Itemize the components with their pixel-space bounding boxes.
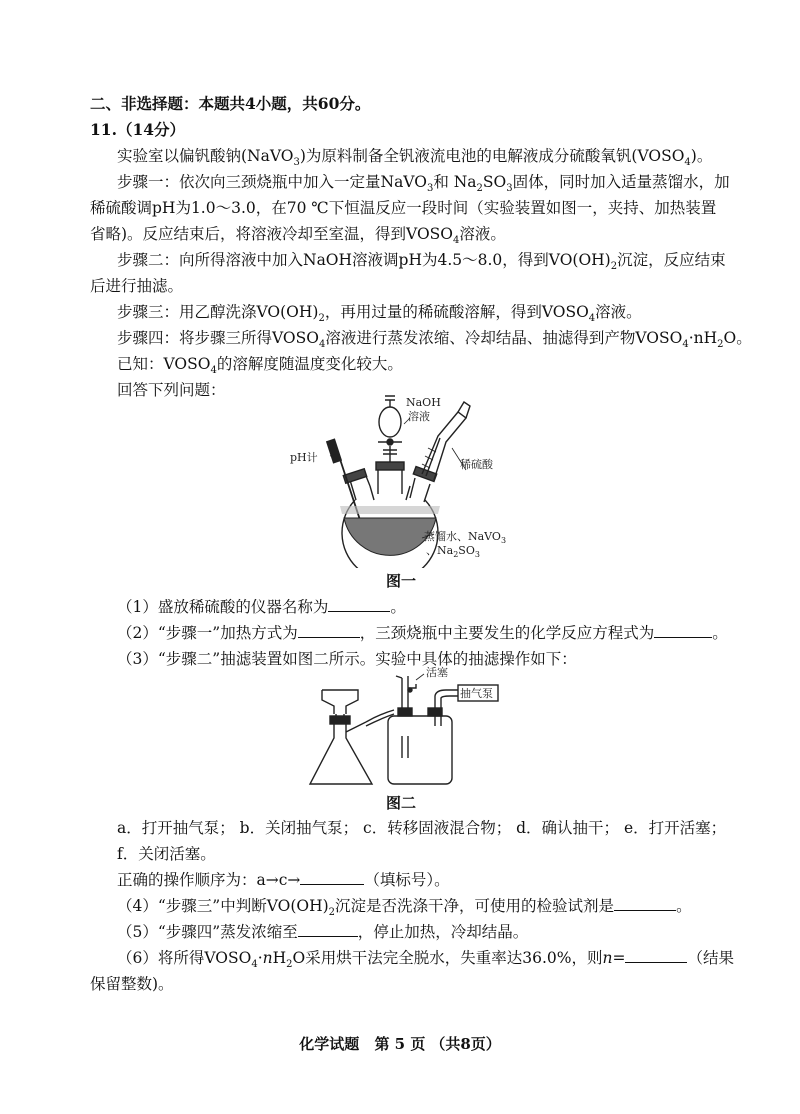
text: 步骤三：用乙醇洗涤VO(OH) <box>117 303 319 321</box>
text: （6）将所得VOSO <box>117 949 252 967</box>
text: = <box>612 949 626 967</box>
answer-blank-order[interactable] <box>300 870 364 885</box>
answer-blank-q2b[interactable] <box>654 623 712 638</box>
q2-line <box>117 623 728 643</box>
subscript: 3 <box>426 183 434 195</box>
q1-line <box>117 597 406 617</box>
figure1-apparatus <box>270 388 530 568</box>
text: （2）“步骤一”加热方式为 <box>117 624 298 642</box>
text: 溶液。 <box>595 303 642 321</box>
label-mixture-part: 、Na <box>426 544 454 557</box>
subscript: 2 <box>286 959 293 971</box>
text: 已知：VOSO <box>117 355 211 373</box>
answer-blank-q2a[interactable] <box>298 623 360 638</box>
label-subscript: 2 <box>453 550 459 559</box>
intro-part: 实验室以偏钒酸钠(NaVO <box>117 147 294 165</box>
text: （4）“步骤三”中判断VO(OH) <box>117 897 329 915</box>
options-line2: f．关闭活塞。 <box>117 845 216 863</box>
text: 沉淀，反应结束 <box>617 251 726 269</box>
subscript: 4 <box>210 365 217 377</box>
answer-prompt: 回答下列问题： <box>117 381 226 399</box>
text: 步骤二：向所得溶液中加入NaOH溶液调pH为4.5～8.0，得到VO(OH) <box>117 251 611 269</box>
text: O。 <box>723 329 752 347</box>
answer-blank-q1[interactable] <box>328 597 390 612</box>
label-naoh: NaOH <box>406 396 441 409</box>
text: 。 <box>390 598 406 616</box>
step1-line1 <box>117 172 730 195</box>
intro-part: )为原料制备全钒液流电池的电解液成分硫酸氧钒(VOSO <box>299 147 685 165</box>
text: 正确的操作顺序为：a→c→ <box>117 871 301 889</box>
step2-line1 <box>117 250 726 273</box>
text: （结果 <box>687 949 734 967</box>
label-naoh-solution: 溶液 <box>408 410 430 423</box>
step1-line3 <box>90 224 506 247</box>
q5-line <box>117 922 528 942</box>
text: 沉淀是否洗涤干净，可使用的检验试剂是 <box>335 897 615 915</box>
text: ，三颈烧瓶中主要发生的化学反应方程式为 <box>359 624 655 642</box>
text: 步骤一：依次向三颈烧瓶中加入一定量NaVO <box>117 173 427 191</box>
subscript: 4 <box>684 157 691 169</box>
answer-blank-q6[interactable] <box>625 948 687 963</box>
text: · <box>257 949 263 967</box>
text: H <box>272 949 287 967</box>
label-mixture-2 <box>426 544 480 559</box>
text: ，再用过量的稀硫酸溶解，得到VOSO <box>324 303 589 321</box>
text: 。 <box>712 624 728 642</box>
label-mixture-part: SO <box>458 544 475 557</box>
subscript: 4 <box>682 339 689 351</box>
text: n <box>602 949 613 967</box>
subscript: 3 <box>506 183 513 195</box>
q4-line <box>117 896 692 919</box>
text: 溶液进行蒸发浓缩、冷却结晶、抽滤得到产物VOSO <box>325 329 683 347</box>
text: n <box>262 949 273 967</box>
text: 和 Na <box>433 173 477 191</box>
figure2-caption: 图二 <box>386 794 417 812</box>
text: 溶液。 <box>459 225 506 243</box>
step4-line <box>117 328 752 351</box>
answer-blank-q5[interactable] <box>298 922 358 937</box>
subscript: 3 <box>293 157 300 169</box>
subscript: 2 <box>610 261 618 273</box>
text: 步骤四：将步骤三所得VOSO <box>117 329 319 347</box>
question-number: 11.（14分） <box>90 120 186 139</box>
step3-line <box>117 302 642 325</box>
q6-line2: 保留整数)。 <box>90 975 174 993</box>
text: O采用烘干法完全脱水，失重率达36.0%，则 <box>292 949 603 967</box>
subscript: 4 <box>318 339 326 351</box>
subscript: 2 <box>717 339 724 351</box>
section-header: 二、非选择题：本题共4小题，共60分。 <box>90 94 371 113</box>
text: SO <box>482 173 507 191</box>
text: ·nH <box>688 329 718 347</box>
footer-total: （共8页） <box>430 1035 501 1053</box>
subscript: 4 <box>453 235 460 247</box>
text: 固体，同时加入适量蒸馏水，加 <box>512 173 730 191</box>
step2-line2: 后进行抽滤。 <box>90 277 184 295</box>
intro-part: )。 <box>690 147 713 165</box>
label-dilute-acid: 稀硫酸 <box>460 458 493 471</box>
label-pump: 抽气泵 <box>460 687 493 700</box>
subscript: 2 <box>328 907 336 919</box>
figure2-apparatus <box>300 666 530 788</box>
label-subscript: 3 <box>474 550 480 559</box>
subscript: 4 <box>251 959 258 971</box>
text: ，停止加热，冷却结晶。 <box>357 923 529 941</box>
page-footer <box>0 1033 800 1054</box>
step1-line2: 稀硫酸调pH为1.0～3.0，在70 ℃下恒温反应一段时间（实验装置如图一，夹持、加热装置 <box>90 199 717 217</box>
label-ph-meter: pH计 <box>290 451 318 464</box>
footer-page: 第 5 页 <box>374 1035 426 1053</box>
label-subscript: 3 <box>500 536 507 545</box>
known-line <box>117 354 403 377</box>
text: 省略)。反应结束后，将溶液冷却至室温，得到VOSO <box>90 225 454 243</box>
text: （填标号）。 <box>364 871 450 889</box>
text: 。 <box>676 897 692 915</box>
text: （5）“步骤四”蒸发浓缩至 <box>117 923 298 941</box>
label-mixture-part: 蒸馏水、NaVO <box>424 530 501 543</box>
text: （1）盛放稀硫酸的仪器名称为 <box>117 598 329 616</box>
label-stopcock: 活塞 <box>426 666 448 679</box>
subscript: 2 <box>476 183 483 195</box>
options-line1: a．打开抽气泵； b．关闭抽气泵； c．转移固液混合物； d．确认抽干； e．打开活塞； <box>117 819 727 837</box>
answer-blank-q4[interactable] <box>614 896 676 911</box>
subscript: 2 <box>318 313 325 325</box>
text: 的溶解度随温度变化较大。 <box>216 355 403 373</box>
q3-line: （3）“步骤二”抽滤装置如图二所示。实验中具体的抽滤操作如下： <box>117 650 577 668</box>
footer-subject: 化学试题 <box>299 1035 360 1053</box>
label-mixture <box>424 529 506 545</box>
q6-line1 <box>117 948 734 971</box>
subscript: 4 <box>588 313 596 325</box>
order-line <box>117 870 450 890</box>
intro-text <box>117 146 713 169</box>
figure1-caption: 图一 <box>386 572 417 590</box>
